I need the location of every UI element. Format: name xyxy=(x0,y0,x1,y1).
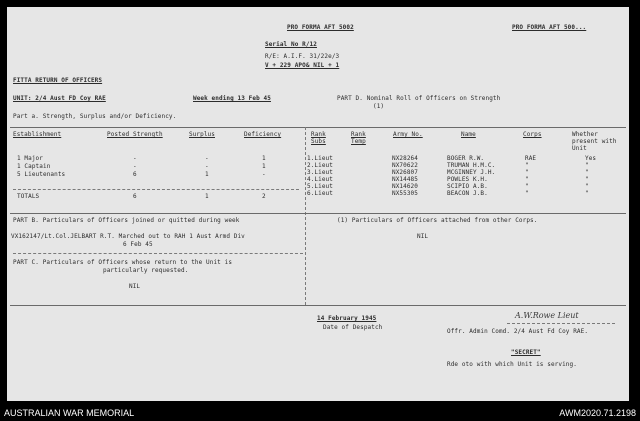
part-c-rule xyxy=(13,253,303,254)
col-deficiency: Deficiency xyxy=(244,131,282,138)
col-establishment: Establishment xyxy=(13,131,62,138)
table-bottom-rule xyxy=(10,305,626,306)
part-b-rule xyxy=(10,213,626,214)
week-ending: Week ending 13 Feb 45 xyxy=(193,95,271,102)
reference-line-1: R/E: A.I.F. 31/22e/3 xyxy=(265,53,340,60)
center-divider xyxy=(305,127,306,305)
row-lieutenants-surplus: 1 xyxy=(205,171,209,178)
col-surplus: Surplus xyxy=(189,131,215,138)
col-rank-subs: Rank Subs xyxy=(311,131,326,145)
col-army-no: Army No. xyxy=(393,131,423,138)
roll-present: Yes xyxy=(585,155,597,162)
part-a-title: FITTA RETURN OF OFFICERS xyxy=(13,77,103,84)
row-captain-deficiency: 1 xyxy=(262,163,266,170)
serving-note: Rde oto with which Unit is serving. xyxy=(447,361,577,368)
caption-left: AUSTRALIAN WAR MEMORIAL xyxy=(4,408,135,418)
pro-forma-left: PRO FORMA AFT 5002 xyxy=(287,24,354,31)
col-corps: Corps xyxy=(523,131,542,138)
col-posted-strength: Posted Strength xyxy=(107,131,163,138)
roll-corps: RAE xyxy=(525,155,537,162)
roll-army-no: NX14485 xyxy=(392,176,418,183)
totals-rule xyxy=(13,189,299,190)
nominal-roll-names xyxy=(447,155,495,197)
part-c-title-line-2: particularly requested. xyxy=(103,267,189,274)
totals-label: TOTALS xyxy=(17,193,40,200)
row-major-posted: - xyxy=(133,155,137,162)
document-sheet xyxy=(7,7,629,401)
row-lieutenants-deficiency: - xyxy=(262,171,266,178)
row-captain-posted: - xyxy=(133,163,137,170)
roll-army-no: NX14620 xyxy=(392,183,418,190)
roll-present: " xyxy=(585,169,589,176)
reference-line-2: V + 229 APO& NIL + 1 xyxy=(265,62,340,69)
roll-army-no: NX26807 xyxy=(392,169,418,176)
roll-corps: " xyxy=(525,162,529,169)
signed-by: Offr. Admin Comd. 2/4 Aust Fd Coy RAE. xyxy=(447,328,589,335)
roll-name: POWLES K.H. xyxy=(447,176,488,183)
part-d-subtitle: (1) xyxy=(373,103,385,110)
part-b-entry-line-2: 6 Feb 45 xyxy=(123,241,153,248)
officer-signature: A.W.Rowe Lieut xyxy=(515,311,579,320)
despatch-date: 14 February 1945 xyxy=(317,315,377,322)
nominal-roll-present xyxy=(585,155,596,197)
roll-present: " xyxy=(585,190,589,197)
col-name: Name xyxy=(461,131,476,138)
row-lieutenants-posted: 6 xyxy=(133,171,137,178)
roll-rank: 2.Lieut xyxy=(307,162,333,169)
roll-rank: 5.Lieut xyxy=(307,183,333,190)
roll-name: TRUMAN H.M.C. xyxy=(447,162,496,169)
roll-corps: " xyxy=(525,183,529,190)
totals-surplus: 1 xyxy=(205,193,209,200)
part-c-value: NIL xyxy=(129,283,141,290)
totals-posted: 6 xyxy=(133,193,137,200)
part-e-title: (1) Particulars of Officers attached from other Corps. xyxy=(337,217,538,224)
caption-bar xyxy=(0,401,640,421)
secret-stamp: "SECRET" xyxy=(511,349,541,356)
row-captain-surplus: - xyxy=(205,163,209,170)
part-e-value: NIL xyxy=(417,233,429,240)
roll-corps: " xyxy=(525,190,529,197)
nominal-roll-corps xyxy=(525,155,536,197)
roll-corps: " xyxy=(525,169,529,176)
nominal-roll-army-numbers xyxy=(392,155,418,197)
serial-number: Serial No R/12 xyxy=(265,41,317,48)
despatch-date-label: Date of Despatch xyxy=(323,324,383,331)
part-d-title: PART D. Nominal Roll of Officers on Strength xyxy=(337,95,501,102)
roll-rank: 6.Lieut xyxy=(307,190,333,197)
roll-name: SCIPIO A.B. xyxy=(447,183,488,190)
caption-right: AWM2020.71.2198 xyxy=(559,408,636,418)
roll-name: BOGER R.W. xyxy=(447,155,485,162)
totals-deficiency: 2 xyxy=(262,193,266,200)
signature-line xyxy=(507,323,615,324)
roll-present: " xyxy=(585,176,589,183)
col-rank-temp: Rank Temp xyxy=(351,131,366,145)
roll-corps: " xyxy=(525,176,529,183)
nominal-roll-ranks xyxy=(307,155,333,197)
unit-name: UNIT: 2/4 Aust FD Coy RAE xyxy=(13,95,106,102)
row-major-deficiency: 1 xyxy=(262,155,266,162)
roll-army-no: NX70622 xyxy=(392,162,418,169)
row-major-label: 1 Major xyxy=(17,155,43,162)
part-a-subtitle: Part a. Strength, Surplus and/or Deficiency. xyxy=(13,113,177,120)
part-c-title-line-1: PART C. Particulars of Officers whose return to the Unit is xyxy=(13,259,233,266)
row-lieutenants-label: 5 Lieutenants xyxy=(17,171,66,178)
roll-name: BEACON J.B. xyxy=(447,190,488,197)
roll-rank: 1.Lieut xyxy=(307,155,333,162)
roll-present: " xyxy=(585,183,589,190)
roll-army-no: NX55305 xyxy=(392,190,418,197)
roll-rank: 4.Lieut xyxy=(307,176,333,183)
part-b-entry-line-1: VX162147/Lt.Col.JELBART R.T. Marched out to RAH 1 Aust Armd Div xyxy=(11,233,245,240)
col-whether-present: Whether present with Unit xyxy=(572,131,617,152)
part-b-title: PART B. Particulars of Officers joined or quitted during week xyxy=(13,217,240,224)
roll-army-no: NX28264 xyxy=(392,155,418,162)
pro-forma-right: PRO FORMA AFT 500... xyxy=(512,24,587,31)
roll-name: MCGINNEY J.H. xyxy=(447,169,496,176)
roll-rank: 3.Lieut xyxy=(307,169,333,176)
row-major-surplus: - xyxy=(205,155,209,162)
table-top-rule xyxy=(10,127,626,128)
roll-present: " xyxy=(585,162,589,169)
row-captain-label: 1 Captain xyxy=(17,163,51,170)
